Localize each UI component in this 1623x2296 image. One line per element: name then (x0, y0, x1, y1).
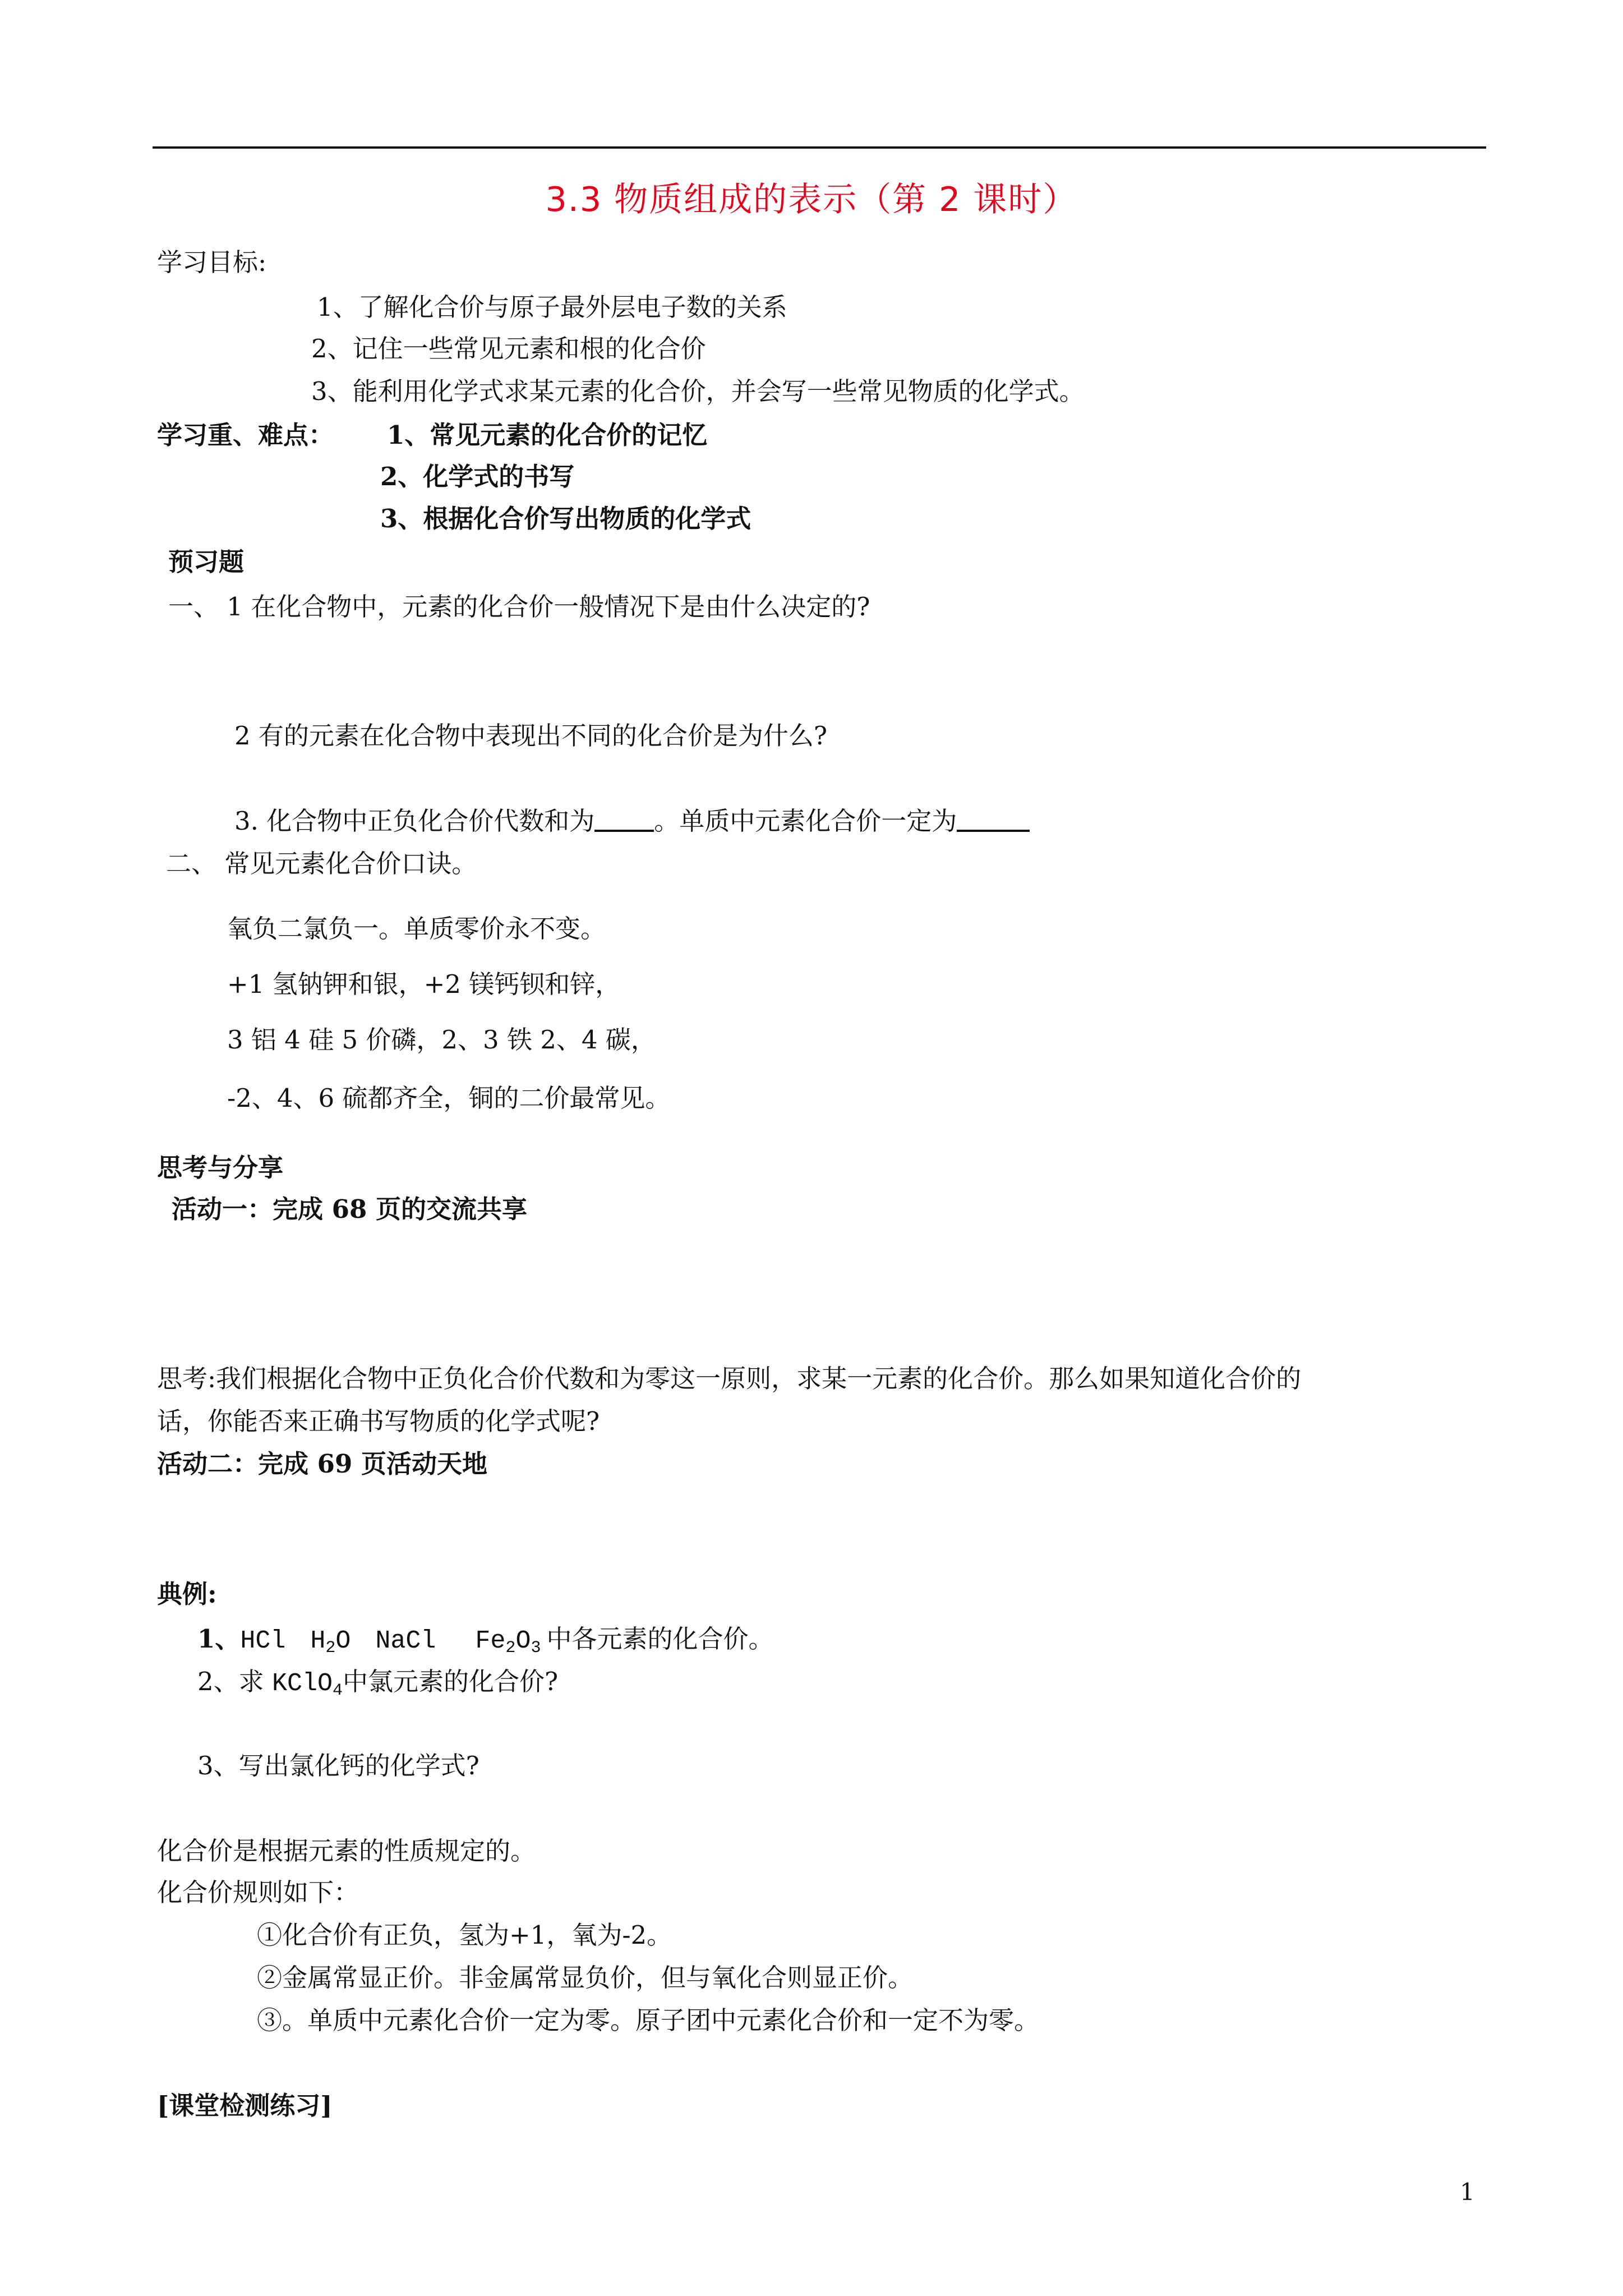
example-2 (197, 1665, 558, 1708)
formula-fe2o3: $Fe_2O_3$ (475, 1627, 541, 1658)
preview-question-3 (234, 804, 1030, 838)
think-share-heading: 思考与分享 (157, 1153, 284, 1182)
practice-heading: [课堂检测练习] (157, 2091, 333, 2120)
page-title: 3.3 物质组成的表示（第 2 课时） (545, 180, 1078, 219)
answer-blank[interactable] (594, 805, 654, 832)
example-3: 3、写出氯化钙的化学式? (197, 1751, 479, 1780)
preview-question-1: 一、 1 在化合物中，元素的化合价一般情况下是由什么决定的? (168, 592, 870, 622)
preview-heading: 预习题 (168, 547, 245, 577)
rule-item: ②金属常显正价。非金属常显负价，但与氧化合则显正价。 (257, 1963, 914, 1993)
example-2-text: 中氯元素的化合价? (342, 1667, 559, 1696)
example-2-prefix: 2、求 (197, 1667, 272, 1696)
formula-hcl: HCl (240, 1627, 286, 1655)
example-1-text: 中各元素的化合价。 (546, 1624, 774, 1654)
answer-blank[interactable] (957, 805, 1030, 832)
formula-kclo4: KClO$_4$ (271, 1669, 343, 1700)
objective-item: 2、记住一些常见元素和根的化合价 (311, 334, 706, 364)
preview-question-4: 二、 常见元素化合价口诀。 (166, 849, 477, 878)
page-number: 1 (1460, 2178, 1475, 2206)
rule-item: ①化合价有正负，氢为+1，氧为-2。 (257, 1920, 672, 1950)
think-text: 话，你能否来正确书写物质的化学式呢? (157, 1406, 600, 1436)
key-point-item: 2、化学式的书写 (380, 462, 575, 491)
objective-item: 3、能利用化学式求某元素的化合价，并会写一些常见物质的化学式。 (311, 376, 1085, 406)
objectives-heading: 学习目标: (157, 247, 267, 277)
key-points-heading: 学习重、难点： (157, 420, 334, 450)
rules-intro: 化合价是根据元素的性质规定的。 (157, 1836, 536, 1866)
examples-heading: 典例: (157, 1579, 217, 1609)
preview-question-2: 2 有的元素在化合物中表现出不同的化合价是为什么? (234, 721, 828, 751)
rules-intro: 化合价规则如下： (157, 1878, 359, 1907)
question-3-text-a: 3. 化合物中正负化合价代数和为 (234, 806, 595, 836)
example-1-number: 1、 (197, 1624, 241, 1654)
rule-item: ③。单质中元素化合价一定为零。原子团中元素化合价和一定不为零。 (257, 2005, 1040, 2035)
activity-2: 活动二：完成 69 页活动天地 (157, 1449, 487, 1479)
objective-item: 1、了解化合价与原子最外层电子数的关系 (317, 292, 787, 322)
formula-nacl: NaCl (375, 1627, 436, 1655)
rhyme-line: -2、4、6 硫都齐全，铜的二价最常见。 (227, 1083, 671, 1113)
activity-1: 活动一：完成 68 页的交流共享 (172, 1194, 527, 1224)
rhyme-line: +1 氢钠钾和银，+2 镁钙钡和锌， (227, 969, 621, 999)
key-point-item: 3、根据化合价写出物质的化学式 (380, 504, 751, 533)
rhyme-line: 3 铝 4 硅 5 价磷，2、3 铁 2、4 碳， (227, 1025, 656, 1055)
key-point-item: 1、常见元素的化合价的记忆 (387, 420, 708, 450)
formula-h2o: $H_2O$ (310, 1627, 351, 1658)
rhyme-line: 氧负二氯负一。单质零价永不变。 (227, 914, 606, 944)
header-rule (153, 146, 1486, 149)
think-text: 思考:我们根据化合物中正负化合价代数和为零这一原则，求某一元素的化合价。那么如果知道化合价的 (157, 1364, 1302, 1393)
question-3-text-b: 。单质中元素化合价一定为 (654, 806, 957, 836)
example-1 (197, 1622, 773, 1665)
